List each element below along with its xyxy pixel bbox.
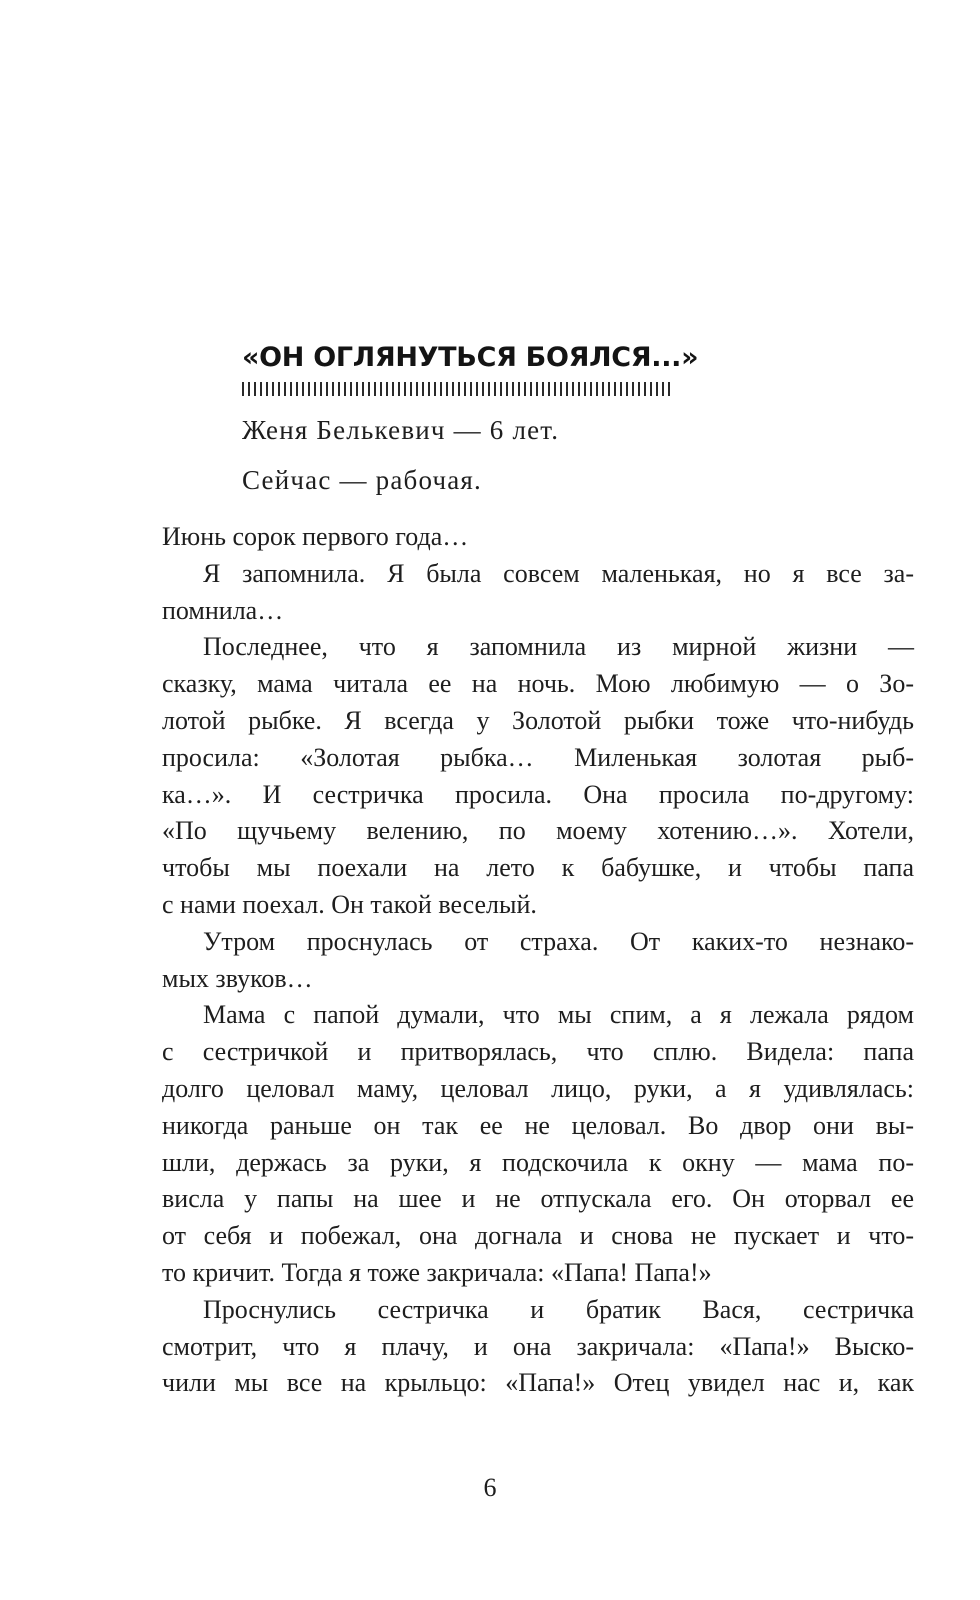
text-line: помнила… [162,595,284,625]
text-line: Мама с папой думали, что мы спим, а я лежала рядом [203,1000,914,1030]
text-line: Утром проснулась от страха. От каких-то незнако- [203,926,914,956]
witness-name-age: Женя Белькевич — 6 лет. [242,415,560,445]
text-line: Я запомнила. Я была совсем маленькая, но я все за- [203,558,914,588]
text-line: от себя и побежал, она догнала и снова не пускает и что- [162,1221,914,1251]
text-line: сказку, мама читала ее на ночь. Мою любимую — о Зо- [162,669,914,699]
text-line: «По щучьему велению, по моему хотению…». Хотели, [162,816,914,846]
body-text [162,519,914,1402]
text-line: то кричит. Тогда я тоже закричала: «Папа! Папа!» [162,1257,712,1287]
chapter-title: «ОН ОГЛЯНУТЬСЯ БОЯЛСЯ...» [242,342,699,373]
text-line: никогда раньше он так ее не целовал. Во двор они вы- [162,1110,914,1140]
page-number: 6 [483,1473,497,1502]
text-line: Июнь сорок первого года… [162,522,469,551]
text-line: с сестричкой и притворялась, что сплю. Видела: папа [162,1037,914,1067]
text-line: чтобы мы поехали на лето к бабушке, и чтобы папа [162,853,914,883]
text-line: долго целовал маму, целовал лицо, руки, а я удивлялась: [162,1073,914,1103]
text-line: просила: «Золотая рыбка… Миленькая золотая рыб- [162,742,914,772]
text-line: Проснулись сестричка и братик Вася, сестричка [203,1294,914,1324]
text-line: шли, держась за руки, я подскочила к окну — мама по- [162,1147,914,1177]
text-line: Последнее, что я запомнила из мирной жизни — [203,632,914,662]
text-line: с нами поехал. Он такой веселый. [162,889,537,919]
title-hatch-rule [242,382,674,396]
text-line: висла у папы на шее и не отпускала его. Он оторвал ее [162,1184,914,1214]
text-line: лотой рыбке. Я всегда у Золотой рыбки тоже что-нибудь [162,705,914,735]
text-line: смотрит, что я плачу, и она закричала: «Папа!» Выско- [162,1331,914,1361]
text-line: чили мы все на крыльцо: «Папа!» Отец увидел нас и, как [162,1368,914,1398]
text-line: мых звуков… [162,963,313,993]
witness-occupation: Сейчас — рабочая. [242,465,482,495]
text-line: ка…». И сестричка просила. Она просила по-другому: [162,779,914,809]
